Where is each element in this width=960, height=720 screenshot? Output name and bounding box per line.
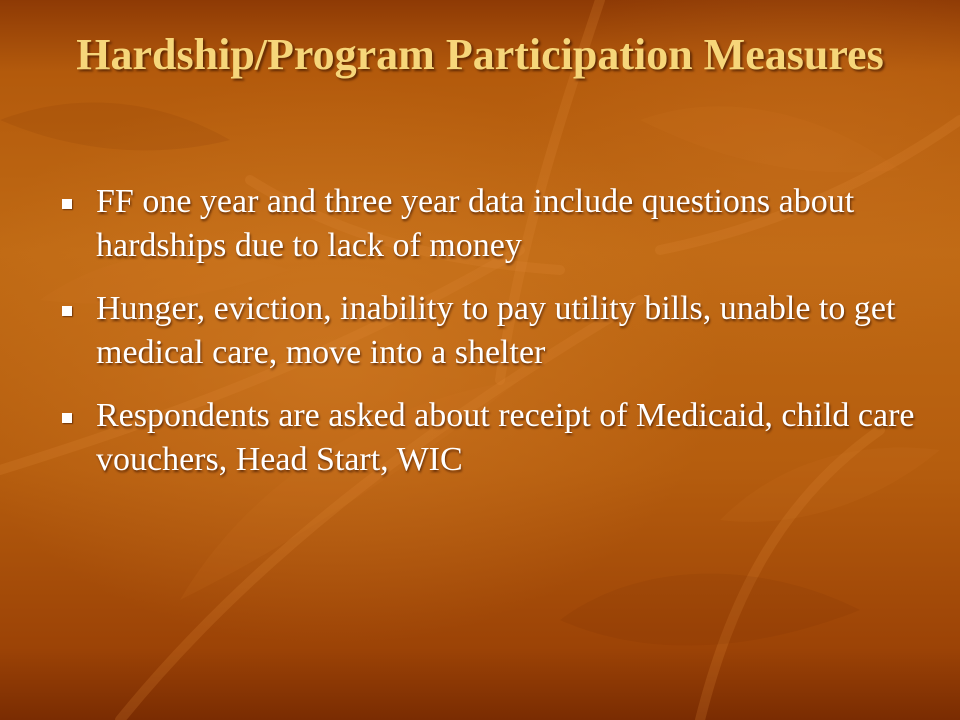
bullet-text: FF one year and three year data include questions about hardships due to lack of money bbox=[96, 183, 855, 264]
square-bullet-icon bbox=[62, 413, 72, 423]
bullet-item bbox=[58, 180, 918, 268]
bullet-list bbox=[58, 180, 918, 501]
bullet-text: Hunger, eviction, inability to pay utility bills, unable to get medical care, move into a shelter bbox=[96, 290, 896, 371]
bullet-item bbox=[58, 287, 918, 375]
square-bullet-icon bbox=[62, 306, 72, 316]
slide-title: Hardship/Program Participation Measures bbox=[76, 30, 884, 79]
bullet-item bbox=[58, 394, 918, 482]
square-bullet-icon bbox=[62, 199, 72, 209]
bullet-text: Respondents are asked about receipt of Medicaid, child care vouchers, Head Start, WIC bbox=[96, 397, 915, 478]
